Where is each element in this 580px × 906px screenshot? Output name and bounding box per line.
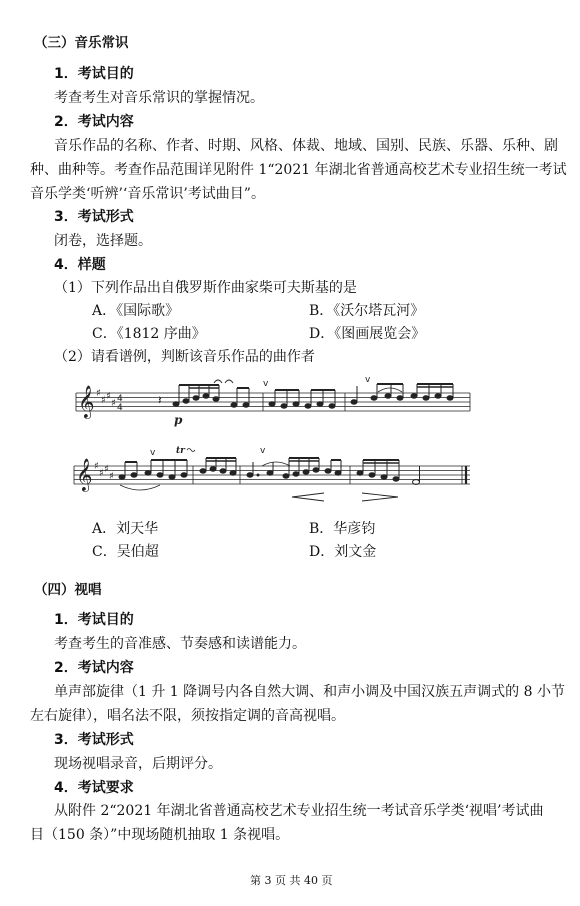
- svg-text:♯: ♯: [109, 471, 114, 482]
- svg-text:v: v: [150, 448, 156, 458]
- svg-text:♯: ♯: [106, 391, 111, 402]
- svg-text:♯: ♯: [96, 388, 101, 399]
- q1-option-b: B．《沃尔塔瓦河》: [309, 303, 425, 319]
- text-exam-format-4: 现场视唱录音，后期评分。: [54, 756, 222, 772]
- svg-text:𝄽: 𝄽: [158, 393, 162, 407]
- question-2: （2）请看谱例，判断该音乐作品的曲作者: [54, 349, 315, 365]
- heading-sample-questions: 4．样题: [54, 257, 106, 273]
- svg-text:4: 4: [117, 394, 123, 404]
- svg-text:♯: ♯: [104, 464, 109, 475]
- text-exam-purpose-4: 考查考生的音准感、节奏感和读谱能力。: [54, 636, 306, 652]
- page-footer: 第 3 页 共 40 页: [250, 874, 333, 887]
- q1-option-d: D．《图画展览会》: [309, 326, 426, 342]
- text-exam-requirements-line1: 从附件 2“2021 年湖北省普通高校艺术专业招生统一考试音乐学类‘视唱’考试曲: [54, 803, 544, 819]
- heading-exam-content: 2．考试内容: [54, 114, 134, 130]
- q2-option-b: B．华彦钧: [309, 521, 376, 537]
- text-exam-content-4-line1: 单声部旋律（1 升 1 降调号内各自然大调、和声小调及中国汉族五声调式的 8 小节: [54, 684, 565, 700]
- q2-option-d: D．刘文金: [309, 544, 377, 560]
- heading-exam-requirements: 4．考试要求: [54, 780, 134, 796]
- dynamic-piano-mark: p: [174, 413, 183, 427]
- heading-exam-purpose-4: 1．考试目的: [54, 612, 134, 628]
- svg-text:♯: ♯: [111, 398, 116, 409]
- text-exam-content-line2: 种、曲种等。考查作品范围详见附件 1“2021 年湖北省普通高校艺术专业招生统一考试: [30, 162, 567, 178]
- text-exam-content-4-line2: 左右旋律），唱名法不限，须按指定调的音高视唱。: [30, 708, 345, 724]
- text-exam-purpose: 考查考生对音乐常识的掌握情况。: [54, 90, 264, 106]
- section-title-music-knowledge: （三）音乐常识: [34, 35, 129, 51]
- heading-exam-format-4: 3．考试形式: [54, 732, 134, 748]
- text-exam-content-line1: 音乐作品的名称、作者、时期、风格、体裁、地域、国别、民族、乐器、乐种、剧: [54, 138, 558, 154]
- q1-option-c: C．《1812 序曲》: [92, 326, 206, 342]
- svg-text:♯: ♯: [94, 461, 99, 472]
- heading-exam-purpose: 1．考试目的: [54, 66, 134, 82]
- section-title-sight-singing: （四）视唱: [34, 582, 102, 598]
- q1-option-a: A．《国际歌》: [92, 303, 180, 319]
- trill-mark: tr: [176, 446, 185, 456]
- text-exam-requirements-line2: 目（150 条）”中现场随机抽取 1 条视唱。: [30, 827, 290, 843]
- svg-text:♯: ♯: [101, 395, 106, 406]
- svg-text:v: v: [263, 379, 269, 389]
- svg-text:v: v: [260, 446, 266, 456]
- svg-text:4: 4: [117, 403, 123, 413]
- svg-text:𝄞: 𝄞: [76, 458, 93, 491]
- text-exam-format: 闭卷，选择题。: [54, 233, 152, 249]
- text-exam-content-line3: 音乐学类‘听辨’‘音乐常识’考试曲目”。: [30, 186, 265, 202]
- q2-option-c: C．吴伯超: [92, 544, 159, 560]
- q2-option-a: A．刘天华: [92, 521, 159, 537]
- question-1: （1）下列作品出自俄罗斯作曲家柴可夫斯基的是: [54, 280, 357, 296]
- heading-exam-content-4: 2．考试内容: [54, 660, 134, 676]
- svg-text:♯: ♯: [99, 468, 104, 479]
- svg-text:𝄞: 𝄞: [78, 385, 95, 418]
- svg-text:v: v: [365, 375, 371, 385]
- heading-exam-format: 3．考试形式: [54, 209, 134, 225]
